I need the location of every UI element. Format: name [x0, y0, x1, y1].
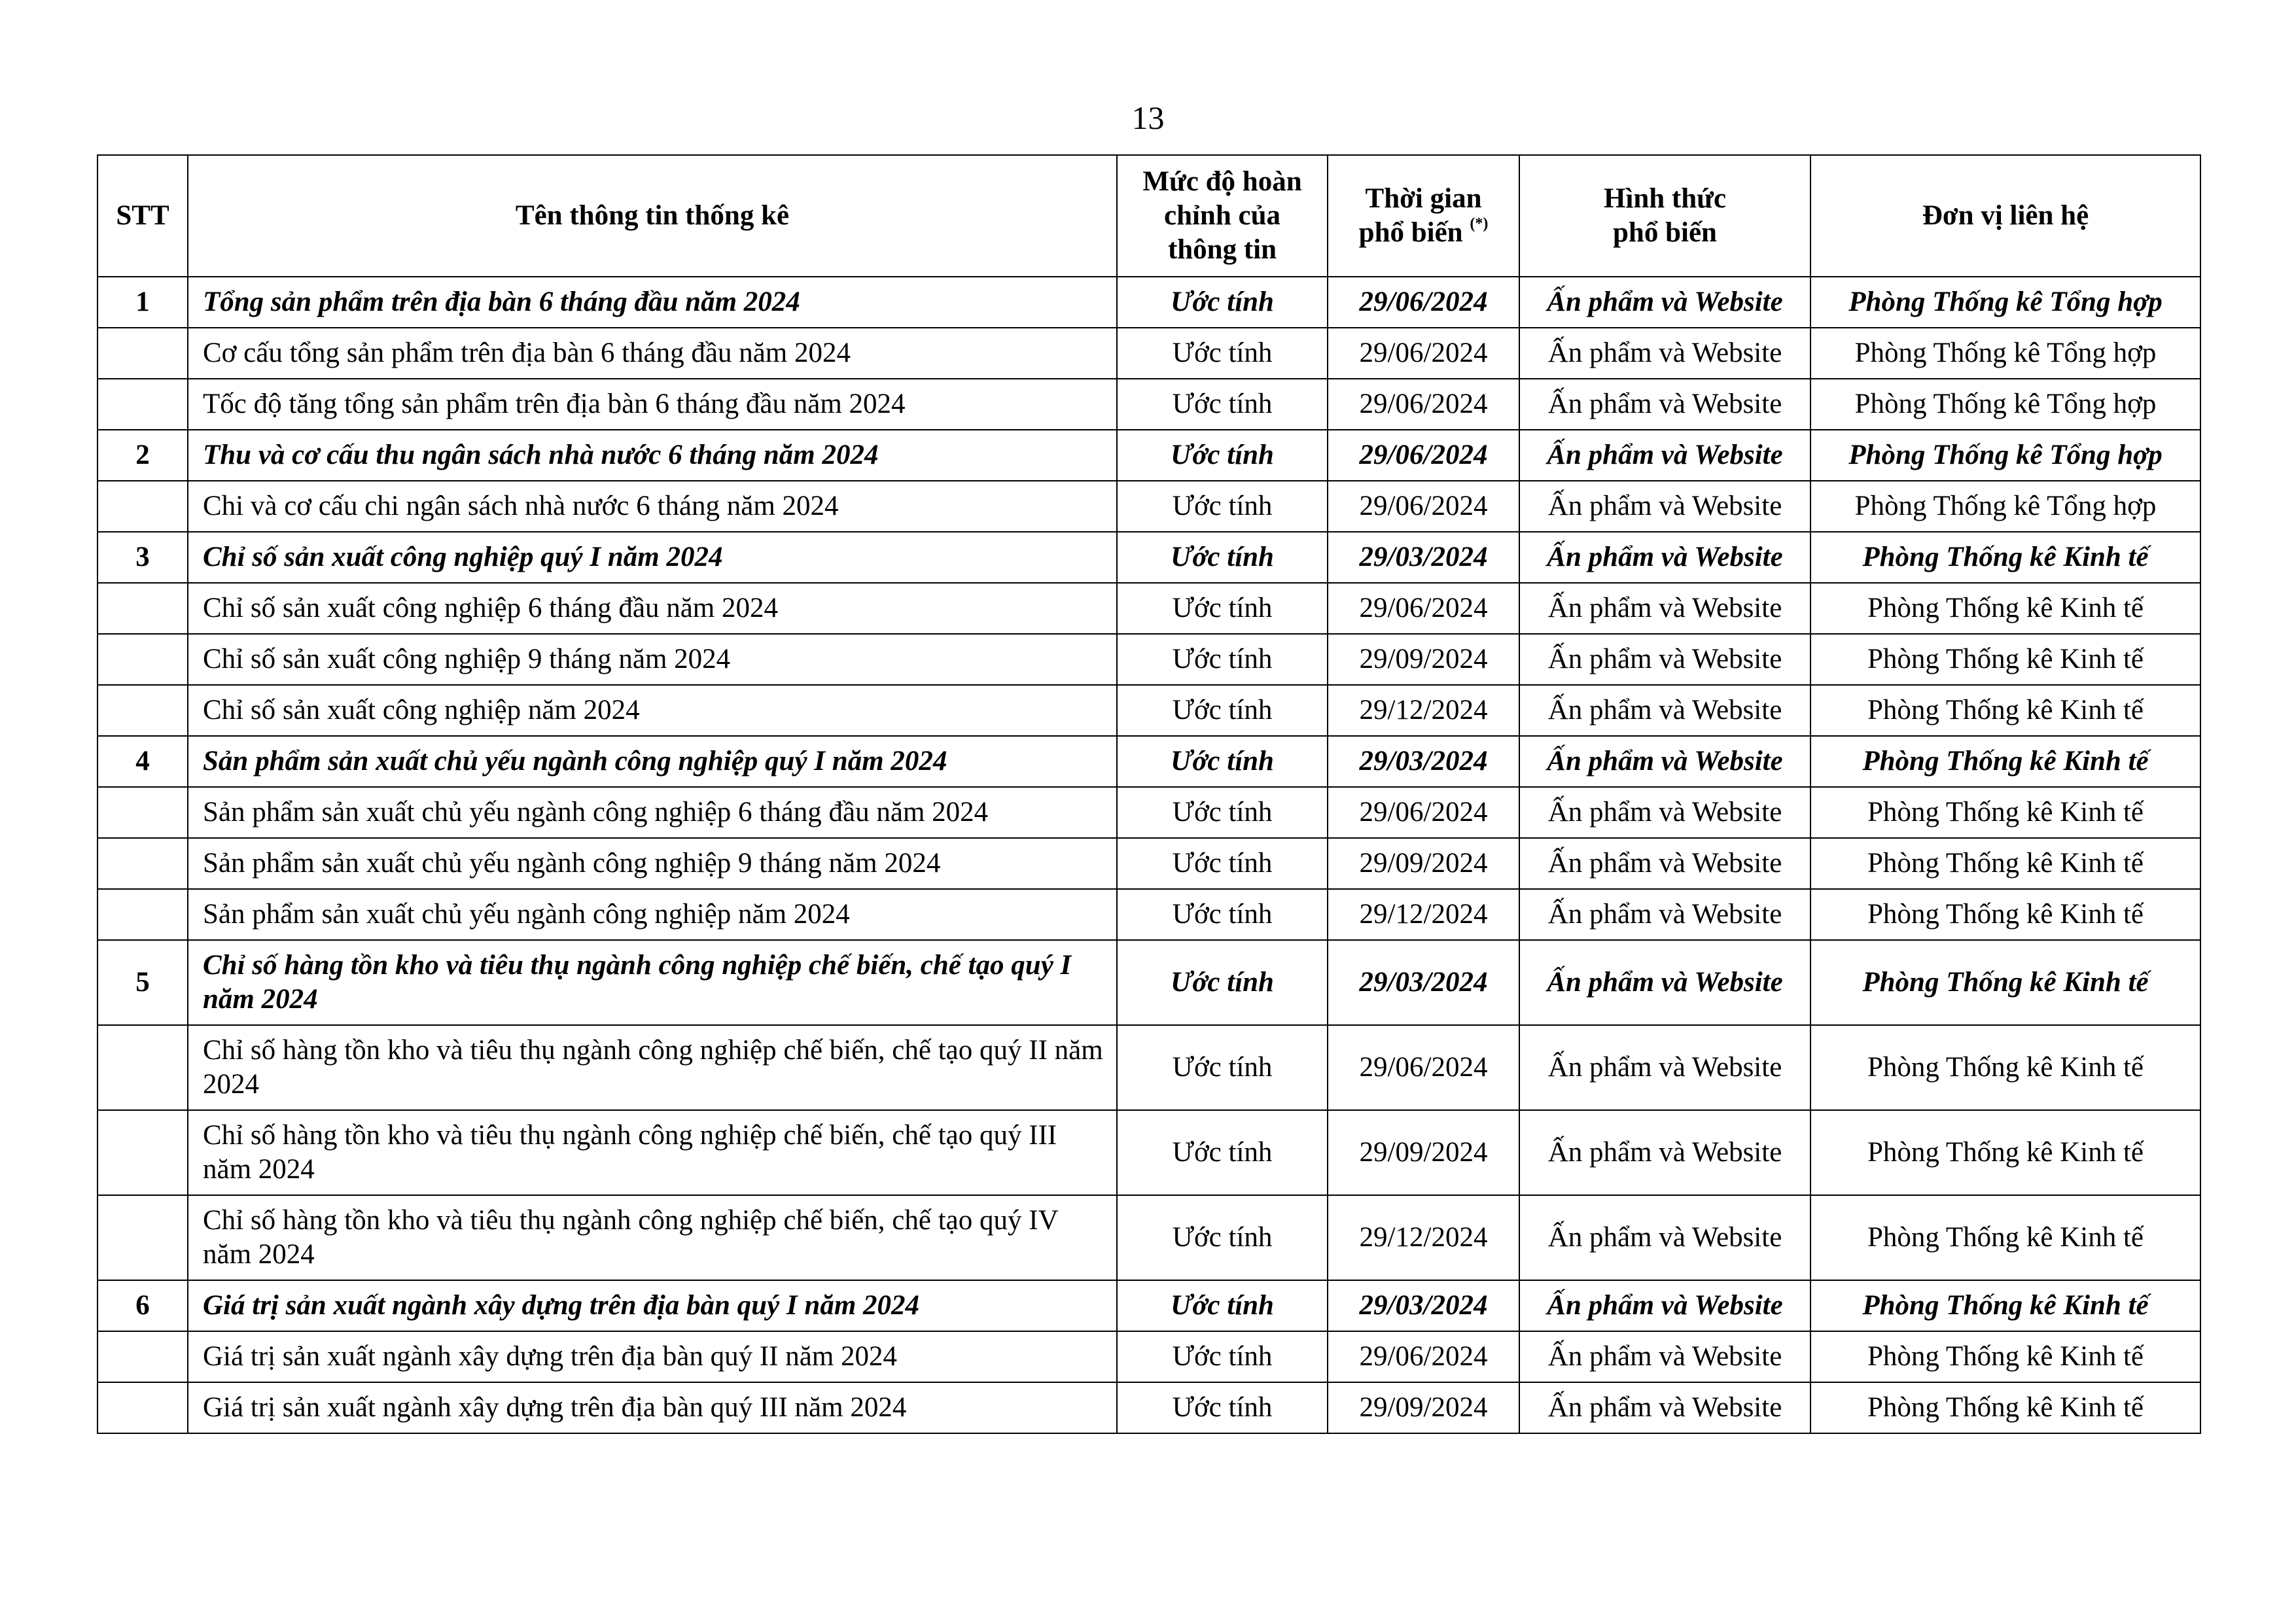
cell-form: Ấn phẩm và Website	[1519, 838, 1810, 889]
cell-name: Giá trị sản xuất ngành xây dựng trên địa bàn quý I năm 2024	[188, 1280, 1117, 1331]
table-row	[97, 481, 2200, 532]
table-row	[97, 889, 2200, 940]
cell-name: Tổng sản phẩm trên địa bàn 6 tháng đầu năm 2024	[188, 277, 1117, 328]
cell-name: Giá trị sản xuất ngành xây dựng trên địa bàn quý II năm 2024	[188, 1331, 1117, 1382]
table-row	[97, 940, 2200, 1025]
header-form	[1519, 155, 1810, 277]
cell-unit: Phòng Thống kê Kinh tế	[1810, 1382, 2200, 1433]
cell-unit: Phòng Thống kê Kinh tế	[1810, 685, 2200, 736]
cell-time: 29/06/2024	[1328, 787, 1519, 838]
cell-unit: Phòng Thống kê Kinh tế	[1810, 889, 2200, 940]
cell-name: Sản phẩm sản xuất chủ yếu ngành công nghiệp 6 tháng đầu năm 2024	[188, 787, 1117, 838]
cell-unit: Phòng Thống kê Kinh tế	[1810, 1110, 2200, 1195]
cell-level: Ước tính	[1117, 1110, 1328, 1195]
cell-form: Ấn phẩm và Website	[1519, 328, 1810, 379]
table-row	[97, 532, 2200, 583]
cell-unit: Phòng Thống kê Tổng hợp	[1810, 379, 2200, 430]
cell-stt: 6	[97, 1280, 188, 1331]
cell-stt	[97, 379, 188, 430]
cell-stt: 4	[97, 736, 188, 787]
cell-time: 29/09/2024	[1328, 1110, 1519, 1195]
cell-form: Ấn phẩm và Website	[1519, 1025, 1810, 1110]
cell-form: Ấn phẩm và Website	[1519, 379, 1810, 430]
cell-level: Ước tính	[1117, 940, 1328, 1025]
cell-stt	[97, 634, 188, 685]
cell-stt	[97, 583, 188, 634]
table-row	[97, 328, 2200, 379]
header-level-line3: thông tin	[1167, 234, 1277, 265]
cell-level: Ước tính	[1117, 838, 1328, 889]
cell-form: Ấn phẩm và Website	[1519, 889, 1810, 940]
cell-name: Chỉ số sản xuất công nghiệp 6 tháng đầu năm 2024	[188, 583, 1117, 634]
header-stt: STT	[97, 155, 188, 277]
cell-form: Ấn phẩm và Website	[1519, 736, 1810, 787]
cell-level: Ước tính	[1117, 277, 1328, 328]
cell-unit: Phòng Thống kê Kinh tế	[1810, 838, 2200, 889]
cell-stt: 5	[97, 940, 188, 1025]
cell-unit: Phòng Thống kê Kinh tế	[1810, 634, 2200, 685]
cell-time: 29/09/2024	[1328, 838, 1519, 889]
cell-form: Ấn phẩm và Website	[1519, 634, 1810, 685]
cell-stt	[97, 481, 188, 532]
cell-name: Sản phẩm sản xuất chủ yếu ngành công nghiệp quý I năm 2024	[188, 736, 1117, 787]
header-level-line2: chỉnh của	[1163, 200, 1281, 231]
cell-time: 29/03/2024	[1328, 736, 1519, 787]
table-row	[97, 838, 2200, 889]
table-row	[97, 736, 2200, 787]
table-header-row	[97, 155, 2200, 277]
cell-level: Ước tính	[1117, 634, 1328, 685]
cell-level: Ước tính	[1117, 1280, 1328, 1331]
cell-time: 29/06/2024	[1328, 277, 1519, 328]
header-form-line1: Hình thức	[1603, 183, 1727, 214]
cell-stt	[97, 685, 188, 736]
table-row	[97, 430, 2200, 481]
cell-unit: Phòng Thống kê Kinh tế	[1810, 940, 2200, 1025]
cell-form: Ấn phẩm và Website	[1519, 430, 1810, 481]
table-row	[97, 1280, 2200, 1331]
table-row	[97, 1195, 2200, 1280]
cell-stt: 3	[97, 532, 188, 583]
cell-name: Tốc độ tăng tổng sản phẩm trên địa bàn 6 tháng đầu năm 2024	[188, 379, 1117, 430]
cell-stt	[97, 1195, 188, 1280]
table-row	[97, 379, 2200, 430]
cell-stt	[97, 328, 188, 379]
cell-level: Ước tính	[1117, 379, 1328, 430]
table-row	[97, 1025, 2200, 1110]
cell-unit: Phòng Thống kê Tổng hợp	[1810, 277, 2200, 328]
cell-unit: Phòng Thống kê Kinh tế	[1810, 736, 2200, 787]
cell-name: Chỉ số hàng tồn kho và tiêu thụ ngành công nghiệp chế biến, chế tạo quý III năm 2024	[188, 1110, 1117, 1195]
cell-time: 29/06/2024	[1328, 583, 1519, 634]
table-row	[97, 1331, 2200, 1382]
cell-name: Chỉ số sản xuất công nghiệp 9 tháng năm 2024	[188, 634, 1117, 685]
cell-time: 29/06/2024	[1328, 328, 1519, 379]
table-row	[97, 277, 2200, 328]
cell-unit: Phòng Thống kê Tổng hợp	[1810, 328, 2200, 379]
header-time-line2: phổ biến	[1358, 217, 1463, 248]
cell-level: Ước tính	[1117, 1195, 1328, 1280]
cell-time: 29/12/2024	[1328, 1195, 1519, 1280]
cell-level: Ước tính	[1117, 685, 1328, 736]
cell-form: Ấn phẩm và Website	[1519, 277, 1810, 328]
header-form-line2: phổ biến	[1613, 217, 1717, 248]
cell-level: Ước tính	[1117, 430, 1328, 481]
cell-form: Ấn phẩm và Website	[1519, 1195, 1810, 1280]
cell-time: 29/09/2024	[1328, 1382, 1519, 1433]
cell-level: Ước tính	[1117, 583, 1328, 634]
cell-stt	[97, 838, 188, 889]
cell-name: Chỉ số hàng tồn kho và tiêu thụ ngành công nghiệp chế biến, chế tạo quý IV năm 2024	[188, 1195, 1117, 1280]
cell-form: Ấn phẩm và Website	[1519, 685, 1810, 736]
cell-form: Ấn phẩm và Website	[1519, 583, 1810, 634]
cell-level: Ước tính	[1117, 481, 1328, 532]
cell-level: Ước tính	[1117, 889, 1328, 940]
cell-name: Chỉ số hàng tồn kho và tiêu thụ ngành công nghiệp chế biến, chế tạo quý II năm 2024	[188, 1025, 1117, 1110]
header-time-footnote-mark: (*)	[1470, 215, 1489, 232]
cell-level: Ước tính	[1117, 787, 1328, 838]
cell-time: 29/03/2024	[1328, 532, 1519, 583]
cell-level: Ước tính	[1117, 1025, 1328, 1110]
table-row	[97, 685, 2200, 736]
cell-name: Chỉ số sản xuất công nghiệp quý I năm 2024	[188, 532, 1117, 583]
cell-name: Chi và cơ cấu chi ngân sách nhà nước 6 tháng năm 2024	[188, 481, 1117, 532]
page-number: 13	[1131, 99, 1165, 136]
cell-form: Ấn phẩm và Website	[1519, 787, 1810, 838]
header-time-line1: Thời gian	[1365, 183, 1482, 214]
cell-name: Sản phẩm sản xuất chủ yếu ngành công nghiệp 9 tháng năm 2024	[188, 838, 1117, 889]
cell-time: 29/06/2024	[1328, 481, 1519, 532]
cell-level: Ước tính	[1117, 1331, 1328, 1382]
cell-time: 29/12/2024	[1328, 685, 1519, 736]
cell-time: 29/03/2024	[1328, 940, 1519, 1025]
header-unit: Đơn vị liên hệ	[1810, 155, 2200, 277]
header-level-line1: Mức độ hoàn	[1142, 166, 1302, 197]
cell-unit: Phòng Thống kê Tổng hợp	[1810, 430, 2200, 481]
cell-name: Thu và cơ cấu thu ngân sách nhà nước 6 tháng năm 2024	[188, 430, 1117, 481]
cell-unit: Phòng Thống kê Kinh tế	[1810, 1331, 2200, 1382]
cell-unit: Phòng Thống kê Kinh tế	[1810, 532, 2200, 583]
cell-level: Ước tính	[1117, 736, 1328, 787]
cell-time: 29/12/2024	[1328, 889, 1519, 940]
cell-form: Ấn phẩm và Website	[1519, 1331, 1810, 1382]
table-row	[97, 787, 2200, 838]
cell-stt	[97, 889, 188, 940]
cell-unit: Phòng Thống kê Kinh tế	[1810, 1280, 2200, 1331]
cell-name: Cơ cấu tổng sản phẩm trên địa bàn 6 tháng đầu năm 2024	[188, 328, 1117, 379]
cell-stt	[97, 787, 188, 838]
cell-unit: Phòng Thống kê Kinh tế	[1810, 1025, 2200, 1110]
cell-time: 29/06/2024	[1328, 1025, 1519, 1110]
cell-stt: 1	[97, 277, 188, 328]
cell-level: Ước tính	[1117, 1382, 1328, 1433]
cell-form: Ấn phẩm và Website	[1519, 532, 1810, 583]
cell-unit: Phòng Thống kê Kinh tế	[1810, 583, 2200, 634]
statistics-table	[97, 154, 2201, 1434]
table-row	[97, 1382, 2200, 1433]
cell-name: Giá trị sản xuất ngành xây dựng trên địa bàn quý III năm 2024	[188, 1382, 1117, 1433]
header-time	[1328, 155, 1519, 277]
cell-level: Ước tính	[1117, 532, 1328, 583]
cell-unit: Phòng Thống kê Tổng hợp	[1810, 481, 2200, 532]
cell-stt	[97, 1025, 188, 1110]
cell-time: 29/06/2024	[1328, 430, 1519, 481]
cell-stt	[97, 1331, 188, 1382]
cell-name: Chỉ số sản xuất công nghiệp năm 2024	[188, 685, 1117, 736]
cell-stt	[97, 1110, 188, 1195]
cell-unit: Phòng Thống kê Kinh tế	[1810, 787, 2200, 838]
header-name: Tên thông tin thống kê	[188, 155, 1117, 277]
cell-form: Ấn phẩm và Website	[1519, 1382, 1810, 1433]
cell-level: Ước tính	[1117, 328, 1328, 379]
cell-time: 29/09/2024	[1328, 634, 1519, 685]
cell-form: Ấn phẩm và Website	[1519, 940, 1810, 1025]
table-row	[97, 634, 2200, 685]
table-row	[97, 583, 2200, 634]
cell-unit: Phòng Thống kê Kinh tế	[1810, 1195, 2200, 1280]
table-row	[97, 1110, 2200, 1195]
cell-time: 29/06/2024	[1328, 1331, 1519, 1382]
cell-form: Ấn phẩm và Website	[1519, 1110, 1810, 1195]
cell-name: Sản phẩm sản xuất chủ yếu ngành công nghiệp năm 2024	[188, 889, 1117, 940]
cell-time: 29/06/2024	[1328, 379, 1519, 430]
cell-stt	[97, 1382, 188, 1433]
cell-form: Ấn phẩm và Website	[1519, 481, 1810, 532]
cell-name: Chỉ số hàng tồn kho và tiêu thụ ngành công nghiệp chế biến, chế tạo quý I năm 2024	[188, 940, 1117, 1025]
cell-stt: 2	[97, 430, 188, 481]
cell-form: Ấn phẩm và Website	[1519, 1280, 1810, 1331]
header-level	[1117, 155, 1328, 277]
cell-time: 29/03/2024	[1328, 1280, 1519, 1331]
